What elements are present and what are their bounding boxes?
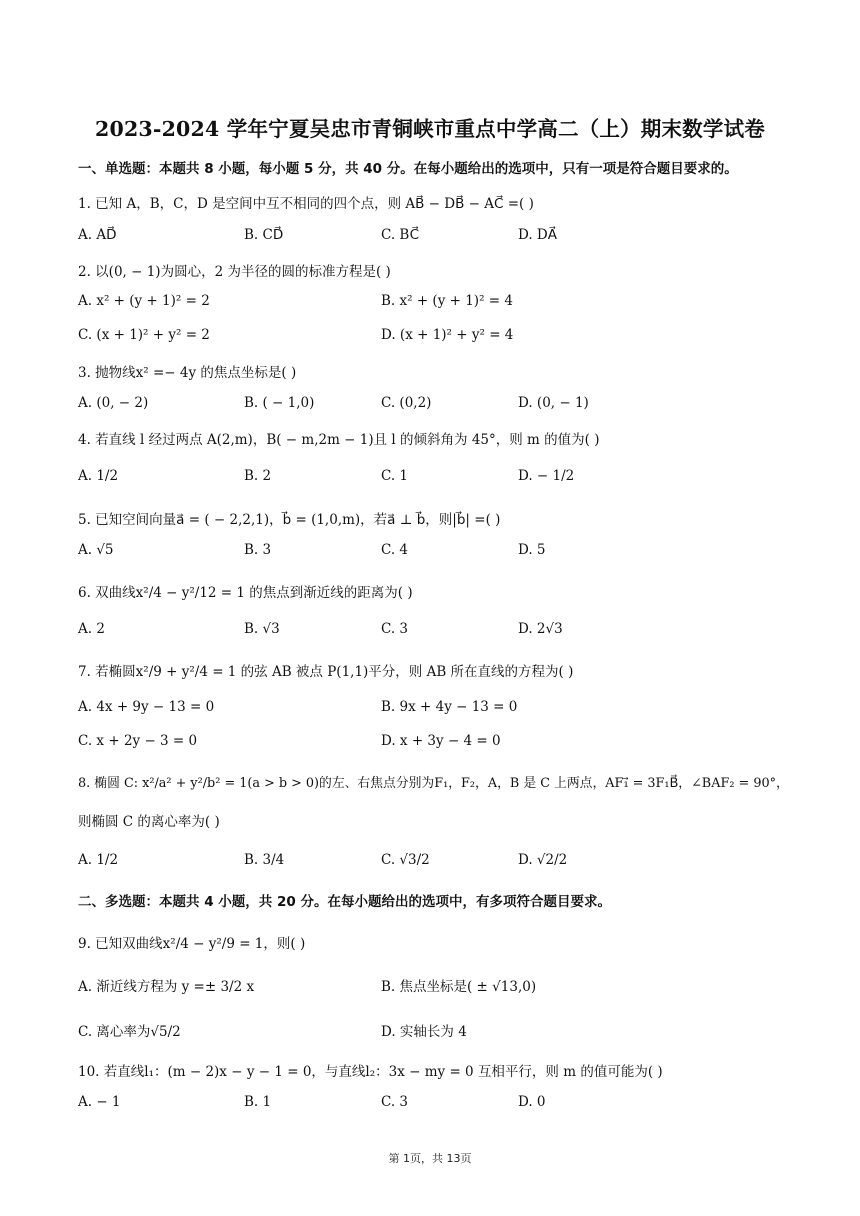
q1-option-d: D. DA⃗ <box>518 227 557 243</box>
q2-option-d: D. (x + 1)² + y² = 4 <box>381 327 514 343</box>
question-10-stem: 10. 若直线l₁：(m − 2)x − y − 1 = 0，与直线l₂：3x − my = 0 互相平行，则 m 的值可能为( ) <box>78 1064 663 1080</box>
q6-option-a: A. 2 <box>78 621 105 637</box>
q4-option-b: B. 2 <box>244 468 272 484</box>
section-heading-single-choice: 一、单选题：本题共 8 小题，每小题 5 分，共 40 分。在每小题给出的选项中，只有一项是符合题目要求的。 <box>78 161 738 177</box>
q8-option-b: B. 3/4 <box>244 852 285 868</box>
q2-option-b: B. x² + (y + 1)² = 4 <box>381 293 513 309</box>
q4-option-d: D. − 1/2 <box>518 468 575 484</box>
question-8-stem-continued: 则椭圆 C 的离心率为( ) <box>78 814 220 830</box>
q10-option-a: A. − 1 <box>78 1094 121 1110</box>
q2-option-a: A. x² + (y + 1)² = 2 <box>78 293 210 309</box>
q9-option-d: D. 实轴长为 4 <box>381 1024 467 1040</box>
q8-option-a: A. 1/2 <box>78 852 119 868</box>
q9-option-c: C. 离心率为√5/2 <box>78 1024 181 1040</box>
q7-option-d: D. x + 3y − 4 = 0 <box>381 733 501 749</box>
q6-option-d: D. 2√3 <box>518 621 563 637</box>
q4-option-c: C. 1 <box>381 468 409 484</box>
question-1-stem: 1. 已知 A，B，C，D 是空间中互不相同的四个点，则 AB⃗ − DB⃗ − AC⃗ =( ) <box>78 196 534 212</box>
q8-option-d: D. √2/2 <box>518 852 568 868</box>
section-heading-multiple-choice: 二、多选题：本题共 4 小题，共 20 分。在每小题给出的选项中，有多项符合题目要求。 <box>78 894 611 910</box>
q5-option-c: C. 4 <box>381 542 409 558</box>
q3-option-b: B. ( − 1,0) <box>244 395 315 411</box>
q5-option-b: B. 3 <box>244 542 272 558</box>
q7-option-a: A. 4x + 9y − 13 = 0 <box>78 699 215 715</box>
q9-option-a: A. 渐近线方程为 y =± 3/2 x <box>78 979 255 995</box>
q6-option-b: B. √3 <box>244 621 280 637</box>
question-5-stem: 5. 已知空间向量a⃗ = ( − 2,2,1)，b⃗ = (1,0,m)，若a⃗ ⊥ b⃗，则|b⃗| =( ) <box>78 512 501 528</box>
page-footer: 第 1页，共 13页 <box>388 1152 472 1165</box>
q8-option-c: C. √3/2 <box>381 852 430 868</box>
question-6-stem: 6. 双曲线x²/4 − y²/12 = 1 的焦点到渐近线的距离为( ) <box>78 585 413 601</box>
question-8-stem: 8. 椭圆 C: x²/a² + y²/b² = 1(a > b > 0)的左、右焦点分别为F₁，F₂，A，B 是 C 上两点，AF₁⃗ = 3F₁B⃗，∠BAF₂ = 90°， <box>78 776 789 791</box>
q7-option-b: B. 9x + 4y − 13 = 0 <box>381 699 518 715</box>
question-9-stem: 9. 已知双曲线x²/4 − y²/9 = 1，则( ) <box>78 936 306 952</box>
q5-option-a: A. √5 <box>78 542 114 558</box>
q9-option-b: B. 焦点坐标是( ± √13,0) <box>381 979 537 995</box>
q1-option-a: A. AD⃗ <box>78 227 117 243</box>
q5-option-d: D. 5 <box>518 542 546 558</box>
q10-option-b: B. 1 <box>244 1094 272 1110</box>
q1-option-c: C. BC⃗ <box>381 227 420 243</box>
question-2-stem: 2. 以(0, − 1)为圆心，2 为半径的圆的标准方程是( ) <box>78 264 391 280</box>
question-7-stem: 7. 若椭圆x²/9 + y²/4 = 1 的弦 AB 被点 P(1,1)平分，则 AB 所在直线的方程为( ) <box>78 664 574 680</box>
q3-option-a: A. (0, − 2) <box>78 395 149 411</box>
q3-option-d: D. (0, − 1) <box>518 395 589 411</box>
q6-option-c: C. 3 <box>381 621 409 637</box>
q10-option-c: C. 3 <box>381 1094 409 1110</box>
q10-option-d: D. 0 <box>518 1094 546 1110</box>
q4-option-a: A. 1/2 <box>78 468 119 484</box>
q3-option-c: C. (0,2) <box>381 395 432 411</box>
q7-option-c: C. x + 2y − 3 = 0 <box>78 733 198 749</box>
question-4-stem: 4. 若直线 l 经过两点 A(2,m)，B( − m,2m − 1)且 l 的倾斜角为 45°，则 m 的值为( ) <box>78 432 600 448</box>
page-title: 2023-2024 学年宁夏吴忠市青铜峡市重点中学高二（上）期末数学试卷 <box>95 117 765 141</box>
question-3-stem: 3. 抛物线x² =− 4y 的焦点坐标是( ) <box>78 365 297 381</box>
q2-option-c: C. (x + 1)² + y² = 2 <box>78 327 210 343</box>
q1-option-b: B. CD⃗ <box>244 227 284 243</box>
